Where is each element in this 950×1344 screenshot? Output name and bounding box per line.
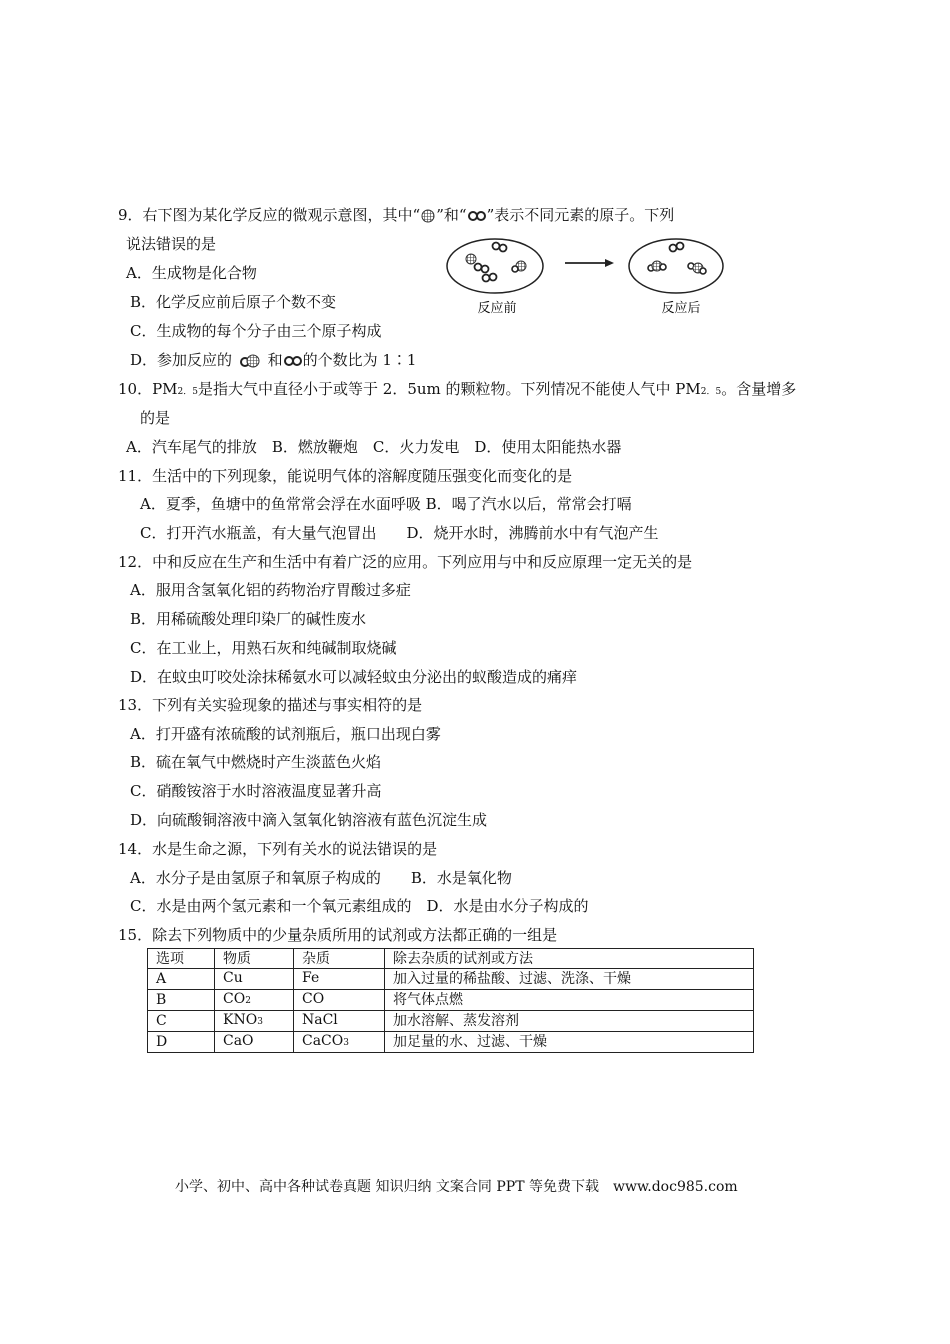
q13-stem: 13．下列有关实验现象的描述与事实相符的是 [118,696,423,714]
table-row [148,969,754,990]
q11-stem: 11．生活中的下列现象，能说明气体的溶解度随压强变化而变化的是 [118,467,573,485]
q11-options-line2: C．打开汽水瓶盖，有大量气泡冒出 D．烧开水时，沸腾前水中有气泡产生 [140,524,659,542]
table-cell-method: 将气体点燃 [385,990,754,1011]
table-cell-impurity: NaCl [294,1011,385,1032]
q13-option-a: A．打开盛有浓硫酸的试剂瓶后，瓶口出现白雾 [130,725,441,743]
q9-stem-line2: 说法错误的是 [126,235,217,253]
q12-option-d: D．在蚊虫叮咬处涂抹稀氨水可以减轻蚊虫分泌出的蚁酸造成的痛痒 [130,668,578,686]
q10-stem: 10．PM2．5是指大气中直径小于或等于 2．5um 的颗粒物。下列情况不能使人气中 PM2．5。含量增多 [118,380,797,398]
table-header-cell: 选项 [148,949,215,969]
q13-option-b: B．硫在氧气中燃烧时产生淡蓝色火焰 [130,753,382,771]
label-before: 反应前 [477,300,517,315]
table-row [148,1032,754,1053]
table-cell-option: A [148,969,215,990]
table-cell-option: C [148,1011,215,1032]
q14-options-line2: C．水是由两个氢元素和一个氧元素组成的 D．水是由水分子构成的 [130,897,589,915]
q14-stem: 14．水是生命之源，下列有关水的说法错误的是 [118,840,438,858]
table-cell-impurity: Fe [294,969,385,990]
mixed-molecule-icon [237,353,263,369]
table-cell-substance: CaO [215,1032,294,1053]
table-row [148,1011,754,1032]
q14-options-line1: A．水分子是由氢原子和氧原子构成的 B．水是氧化物 [130,869,512,887]
q13-option-d: D．向硫酸铜溶液中滴入氢氧化钠溶液有蓝色沉淀生成 [130,811,488,829]
table-cell-method: 加水溶解、蒸发溶剂 [385,1011,754,1032]
open-atom-pair-icon [283,354,303,368]
table-cell-impurity: CaCO3 [294,1032,385,1053]
q11-options-line1: A．夏季，鱼塘中的鱼常常会浮在水面呼吸 B．喝了汽水以后，常常会打嗝 [140,495,632,513]
reaction-diagram [445,235,735,320]
table-header-cell: 杂质 [294,949,385,969]
table-cell-option: D [148,1032,215,1053]
q9-option-a: A．生成物是化合物 [126,264,257,282]
table-cell-substance: Cu [215,969,294,990]
q12-option-a: A．服用含氢氧化铝的药物治疗胃酸过多症 [130,581,411,599]
q9-option-d: D．参加反应的 和 的个数比为 1∶1 [130,351,417,369]
table-header-row [148,949,754,969]
q12-stem: 12．中和反应在生产和生活中有着广泛的应用。下列应用与中和反应原理一定无关的是 [118,553,693,571]
table-cell-impurity: CO [294,990,385,1011]
q10-stem-line2: 的是 [140,409,171,427]
table-header-cell: 除去杂质的试剂或方法 [385,949,754,969]
q12-option-b: B．用稀硫酸处理印染厂的碱性废水 [130,610,367,628]
q15-stem: 15．除去下列物质中的少量杂质所用的试剂或方法都正确的一组是 [118,926,558,944]
table-header-cell: 物质 [215,949,294,969]
q13-option-c: C．硝酸铵溶于水时溶液温度显著升高 [130,782,382,800]
q9-option-c: C．生成物的每个分子由三个原子构成 [130,322,382,340]
q10-options: A．汽车尾气的排放 B．燃放鞭炮 C．火力发电 D．使用太阳能热水器 [126,438,622,456]
open-atom-pair-icon [467,209,487,223]
table-cell-substance: CO2 [215,990,294,1011]
table-cell-method: 加入过量的稀盐酸、过滤、洗涤、干燥 [385,969,754,990]
footer-note: 小学、初中、高中各种试卷真题 知识归纳 文案合同 PPT 等免费下载 www.doc985.com [175,1179,738,1195]
q9-stem: 9．右下图为某化学反应的微观示意图，其中“ ”和“ ”表示不同元素的原子。下列 [118,206,675,224]
hatched-atom-icon [420,209,436,223]
q15-table [147,948,754,1053]
table-cell-option: B [148,990,215,1011]
table-row [148,990,754,1011]
q9-option-b: B．化学反应前后原子个数不变 [130,293,337,311]
table-cell-method: 加足量的水、过滤、干燥 [385,1032,754,1053]
table-cell-substance: KNO3 [215,1011,294,1032]
label-after: 反应后 [661,300,701,315]
q12-option-c: C．在工业上，用熟石灰和纯碱制取烧碱 [130,639,397,657]
